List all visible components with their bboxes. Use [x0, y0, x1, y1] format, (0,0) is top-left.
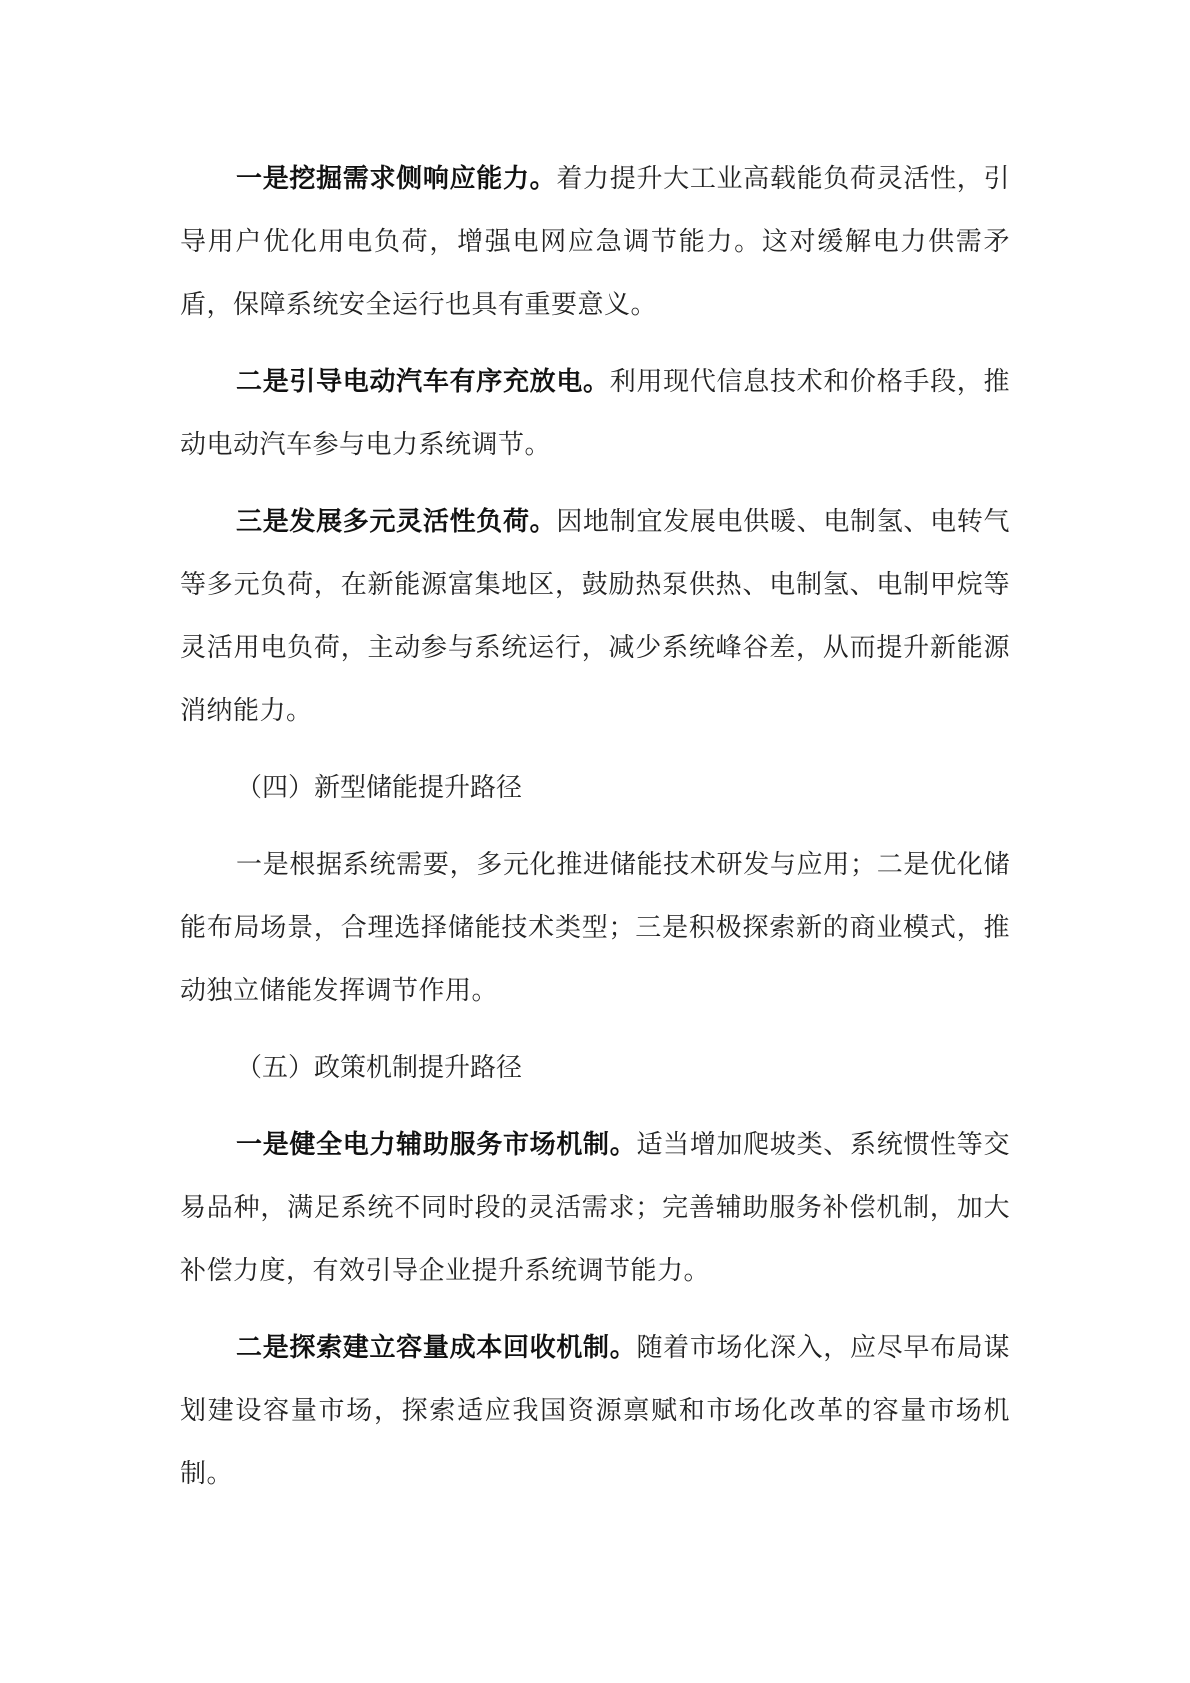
- paragraph-body: 利用现代信息技术和价格手段，推动电动汽车参与电力系统调节。: [180, 367, 1010, 460]
- paragraph-lead: 一是挖掘需求侧响应能力。: [236, 164, 557, 194]
- paragraph-ancillary-market: [180, 1114, 1010, 1303]
- paragraph-body: 随着市场化深入，应尽早布局谋划建设容量市场，探索适应我国资源禀赋和市场化改革的容量市场机制。: [180, 1333, 1010, 1489]
- paragraph-lead: 三是发展多元灵活性负荷。: [236, 507, 557, 537]
- paragraph-lead: 一是健全电力辅助服务市场机制。: [236, 1130, 637, 1160]
- paragraph-demand-response: [180, 148, 1010, 337]
- paragraph-ev-charging: [180, 351, 1010, 477]
- paragraph-lead: 二是引导电动汽车有序充放电。: [236, 367, 610, 397]
- paragraph-capacity-mechanism: [180, 1317, 1010, 1506]
- paragraph-body: 适当增加爬坡类、系统惯性等交易品种，满足系统不同时段的灵活需求；完善辅助服务补偿机制，加大补偿力度，有效引导企业提升系统调节能力。: [180, 1130, 1010, 1286]
- paragraph-storage: 一是根据系统需要，多元化推进储能技术研发与应用；二是优化储能布局场景，合理选择储能技术类型；三是积极探索新的商业模式，推动独立储能发挥调节作用。: [180, 850, 1010, 1006]
- paragraph-flexible-load: [180, 491, 1010, 743]
- section-heading-storage: （四）新型储能提升路径: [236, 773, 523, 803]
- section-heading-policy: （五）政策机制提升路径: [236, 1053, 523, 1083]
- document-page: [180, 148, 1010, 1506]
- paragraph-body: 着力提升大工业高载能负荷灵活性，引导用户优化用电负荷，增强电网应急调节能力。这对缓解电力供需矛盾，保障系统安全运行也具有重要意义。: [180, 164, 1010, 320]
- paragraph-lead: 二是探索建立容量成本回收机制。: [236, 1333, 637, 1363]
- paragraph-body: 因地制宜发展电供暖、电制氢、电转气等多元负荷，在新能源富集地区，鼓励热泵供热、电制氢、电制甲烷等灵活用电负荷，主动参与系统运行，减少系统峰谷差，从而提升新能源消纳能力。: [180, 507, 1010, 726]
